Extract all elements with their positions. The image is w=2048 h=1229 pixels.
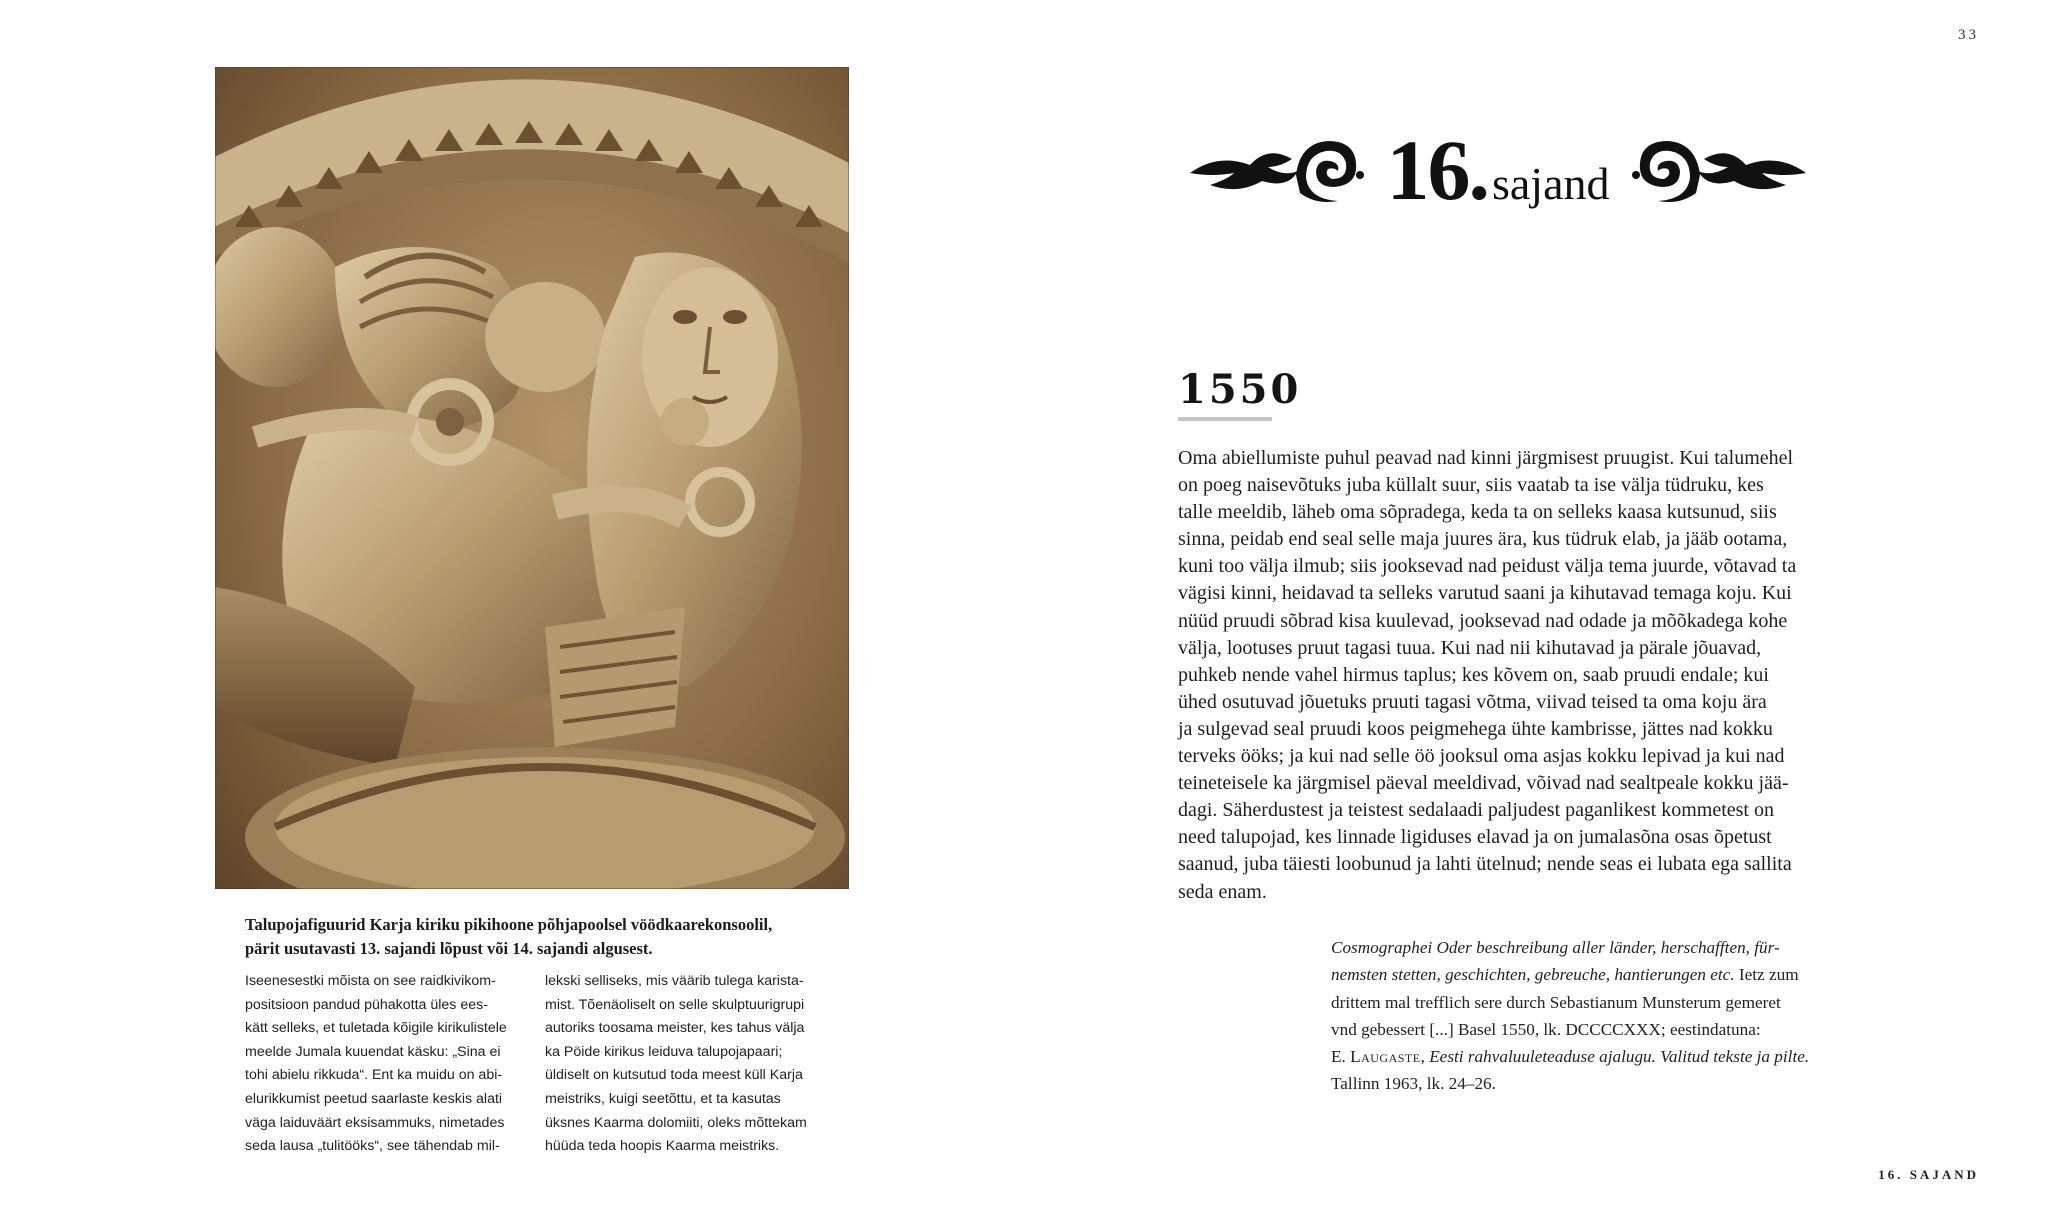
citation-line xyxy=(1331,1043,1831,1070)
body-line: dagi. Säherdustest ja teistest sedalaadi paljudest paganlikest kommetest on xyxy=(1178,799,1774,822)
citation-line xyxy=(1331,934,1831,961)
entry-body xyxy=(1178,445,1823,906)
chapter-title xyxy=(1188,115,1808,225)
body-line: nüüd pruudi sõbrad kisa kuulevad, jooksevad nad odade ja mõõkadega kohe xyxy=(1178,609,1788,632)
caption-text-line: lekski selliseks, mis väärib tulega karista- xyxy=(545,973,804,989)
citation-text: Ietz zum xyxy=(1734,965,1799,985)
body-line: need talupojad, kes linnade ligiduses elavad ja on jumalasõna osas õpetust xyxy=(1178,826,1772,849)
citation-line: vnd gebessert [...] Basel 1550, lk. DCCCCXXX; eestindatuna: xyxy=(1331,1019,1761,1039)
citation-book-title: Eesti rahvaluuleteaduse ajalugu. Valitud tekste ja pilte. xyxy=(1429,1047,1810,1067)
body-line: vägisi kinni, heidavad ta selleks varutud saani ja kihutavad temaga koju. Kui xyxy=(1178,582,1792,605)
caption-text-line: autoriks toosama meister, kes tahus välja xyxy=(545,1020,805,1037)
caption-text-line: hüüda teda hoopis Kaarma meistriks. xyxy=(545,1138,780,1155)
body-line: saanud, juba täiesti loobunud ja lahti ütelnud; nende seas ei lubata ega sallita xyxy=(1178,853,1792,876)
source-citation xyxy=(1331,934,1831,1098)
body-line: kuni too välja ilmub; siis jooksevad nad peidust välja tema juurde, võtavad ta xyxy=(1178,555,1797,578)
caption-text-line: üksnes Kaarma dolomiiti, oleks mõttekam xyxy=(545,1114,807,1131)
entry-year: 1550 xyxy=(1178,366,1302,413)
running-footer: 16. SAJAND xyxy=(1878,1167,1979,1182)
corbel-sculpture-photo xyxy=(215,67,849,889)
caption-text-line: seda lausa „tulitööks“, see tähendab mil- xyxy=(245,1138,500,1155)
photo-caption-title xyxy=(245,913,805,961)
sculpture-illustration xyxy=(215,67,849,889)
citation-line xyxy=(1331,961,1831,988)
caption-column-right xyxy=(545,970,845,1159)
citation-line: drittem mal trefflich sere durch Sebastianum Munsterum gemeret xyxy=(1331,992,1781,1012)
body-line: talle meeldib, läheb oma sõpradega, keda ta on selleks kaasa kutsunud, siis xyxy=(1178,501,1777,524)
caption-text-line: tohi abielu rikkuda“. Ent ka muidu on abi- xyxy=(245,1067,503,1084)
caption-line: pärit usutavasti 13. sajandi lõpust või 14. sajandi algusest. xyxy=(245,939,653,958)
citation-title: Cosmographei Oder beschreibung aller länder, herschafften, für- xyxy=(1331,938,1780,957)
body-line: ühed osutuvad jõuetuks pruuti tagasi võtma, viivad teised ta oma koju ära xyxy=(1178,690,1767,713)
caption-text-line: kätt selleks, et tuletada kõigile kirikulistele xyxy=(245,1020,507,1037)
body-line: terveks ööks; ja kui nad selle öö jooksul oma asjas kokku lepivad ja kui nad xyxy=(1178,745,1785,768)
caption-text-line: elurikkumist peetud saarlaste keskis alati xyxy=(245,1090,503,1107)
body-line: ja sulgevad seal pruudi koos peigmehega ühte kambrisse, jättes nad kokku xyxy=(1178,717,1773,740)
body-line: on poeg naisevõtuks juba küllalt suur, siis vaatab ta ise välja tüdruku, kes xyxy=(1178,474,1764,497)
caption-text-line: väga laiduväärt eksisammuks, nimetades xyxy=(245,1114,505,1131)
citation-initial: E. xyxy=(1331,1047,1351,1067)
body-line: seda enam. xyxy=(1178,880,1267,903)
caption-text-line: ka Pöide kirikus leiduva talupojapaari; xyxy=(545,1043,783,1060)
chapter-number: 16. xyxy=(1386,122,1488,218)
body-line: sinna, peidab end seal selle maja juures ära, kus tüdruk elab, ja jääb ootama, xyxy=(1178,528,1788,551)
caption-text-line: positsioon pandud pühakotta üles ees- xyxy=(245,996,488,1013)
caption-line: Talupojafiguurid Karja kiriku pikihoone põhjapoolsel vöödkaarekonsoolil, xyxy=(245,915,773,934)
body-line: puhkeb nende vahel hirmus taplus; kes kõvem on, saab pruudi endale; kui xyxy=(1178,663,1769,686)
citation-author: Laugaste xyxy=(1350,1047,1421,1067)
year-underline xyxy=(1178,417,1272,421)
citation-line: Tallinn 1963, lk. 24–26. xyxy=(1331,1074,1496,1094)
chapter-heading xyxy=(1188,115,1808,225)
body-line: teineteisele ka järgmisel päeval meeldivad, võivad nad sealtpeale kokku jää- xyxy=(1178,772,1789,795)
caption-text-line: meelde Jumala kuuendat käsku: „Sina ei xyxy=(245,1043,501,1060)
caption-text-line: üldiselt on kutsutud toda meest küll Karja xyxy=(545,1067,803,1084)
body-line: Oma abiellumiste puhul peavad nad kinni järgmisest pruugist. Kui talumehel xyxy=(1178,447,1794,469)
caption-text-line: Iseenesestki mõista on see raidkivikom- xyxy=(245,973,496,989)
caption-text-line: meistriks, kuigi seetõttu, et ta kasutas xyxy=(545,1090,781,1107)
chapter-word: sajand xyxy=(1491,158,1610,209)
citation-separator: , xyxy=(1420,1047,1430,1067)
caption-text-line: mist. Tõenäoliselt on selle skulptuurigrupi xyxy=(545,996,805,1013)
page-number: 33 xyxy=(1958,27,1979,43)
body-line: välja, lootuses pruut tagasi tuua. Kui nad nii kihutavad ja pärale jõuavad, xyxy=(1178,636,1762,659)
citation-title: nemsten stetten, geschichten, gebreuche, hantierungen etc. xyxy=(1331,965,1735,985)
caption-column-left xyxy=(245,970,545,1159)
